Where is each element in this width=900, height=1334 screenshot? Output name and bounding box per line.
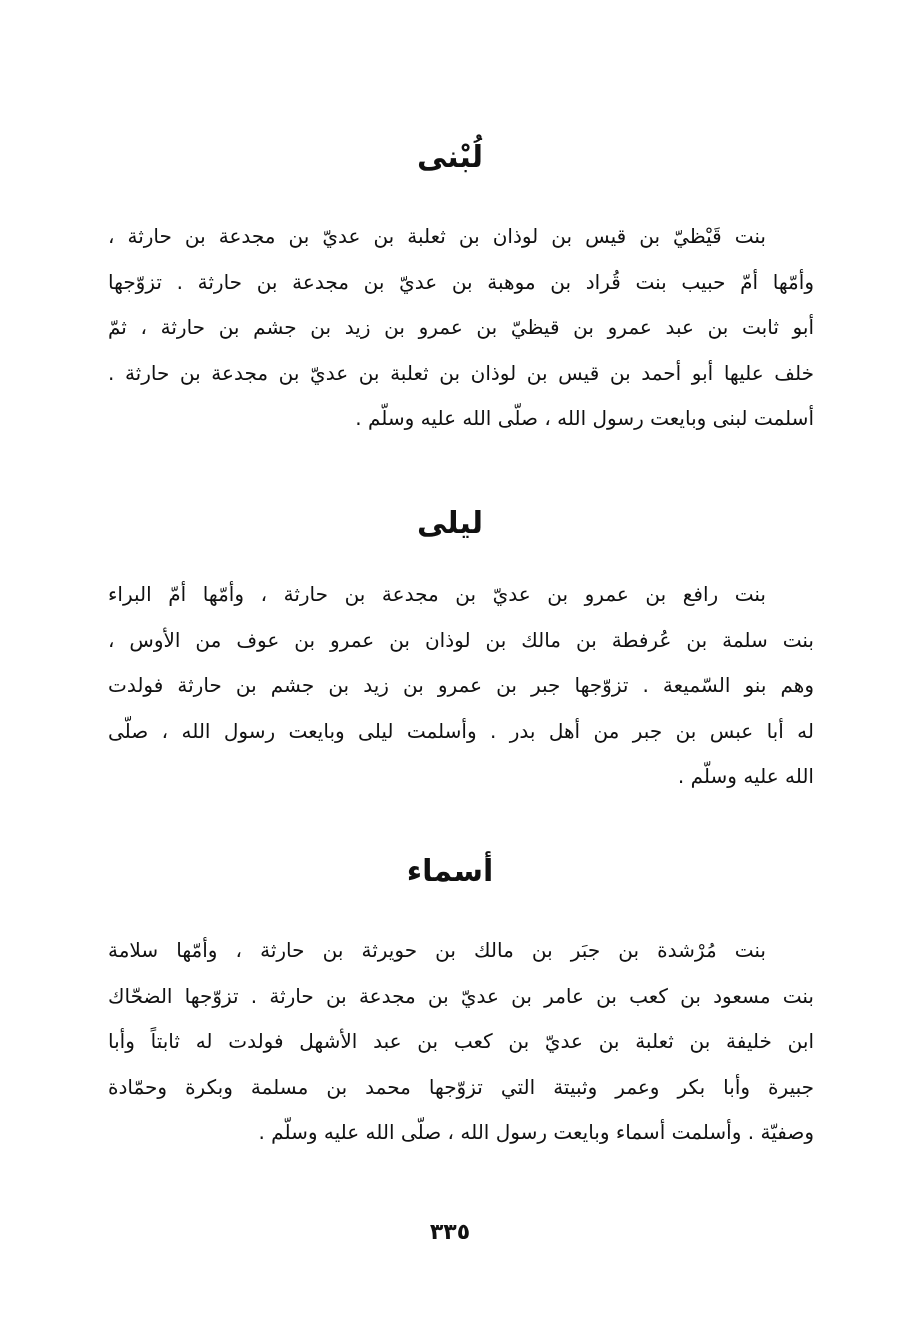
section-title-lubna: لُبْنى: [416, 140, 484, 175]
section-title-asma: أسماء: [406, 854, 494, 889]
text-line: بنت رافع بن عمرو بن عديّ بن مجدعة بن حارثة ، وأمّها أمّ البراء: [108, 582, 766, 606]
text-line: الله عليه وسلّم .: [677, 764, 814, 788]
text-line: بنت مُرْشدة بن جبَر بن مالك بن حويرثة بن حارثة ، وأمّها سلامة: [108, 938, 766, 962]
text-line: ابن خليفة بن ثعلبة بن عديّ بن كعب بن عبد الأشهل فولدت له ثابتاً وأبا: [108, 1029, 814, 1053]
paragraph-layla: [108, 572, 814, 800]
text-line: خلف عليها أبو أحمد بن قيس بن لوذان بن ثعلبة بن عديّ بن مجدعة بن حارثة .: [108, 360, 814, 385]
page-number: ٣٣٥: [429, 1220, 471, 1245]
text-line: أسلمت لبنى وبايعت رسول الله ، صلّى الله عليه وسلّم .: [355, 406, 814, 430]
text-line: بنت مسعود بن كعب بن عامر بن عديّ بن مجدعة بن حارثة . تزوّجها الضحّاك: [108, 983, 814, 1008]
text-line: جبيرة وأبا بكر وعمر وثبيتة التي تزوّجها محمد بن مسلمة وبكرة وحمّادة: [108, 1074, 814, 1099]
paragraph-asma: [108, 928, 814, 1156]
paragraph-lubna: [108, 214, 814, 442]
section-title-layla: ليلى: [416, 506, 484, 541]
text-line: بنت قَيْظيّ بن قيس بن لوذان بن ثعلبة بن عديّ بن مجدعة بن حارثة ،: [108, 224, 766, 248]
text-line: وصفيّة . وأسلمت أسماء وبايعت رسول الله ، صلّى الله عليه وسلّم .: [258, 1120, 814, 1144]
text-line: وأمّها أمّ حبيب بنت قُراد بن موهبة بن عديّ بن مجدعة بن حارثة . تزوّجها: [108, 269, 814, 294]
text-line: له أبا عبس بن جبر من أهل بدر . وأسلمت ليلى وبايعت رسول الله ، صلّى: [108, 718, 814, 743]
text-line: بنت سلمة بن عُرفطة بن مالك بن لوذان بن عمرو بن عوف من الأوس ،: [108, 627, 814, 652]
text-line: وهم بنو السّميعة . تزوّجها جبر بن عمرو بن زيد بن جشم بن حارثة فولدت: [108, 673, 814, 697]
text-line: أبو ثابت بن عبد عمرو بن قيظيّ بن عمرو بن زيد بن جشم بن حارثة ، ثمّ: [108, 315, 814, 339]
